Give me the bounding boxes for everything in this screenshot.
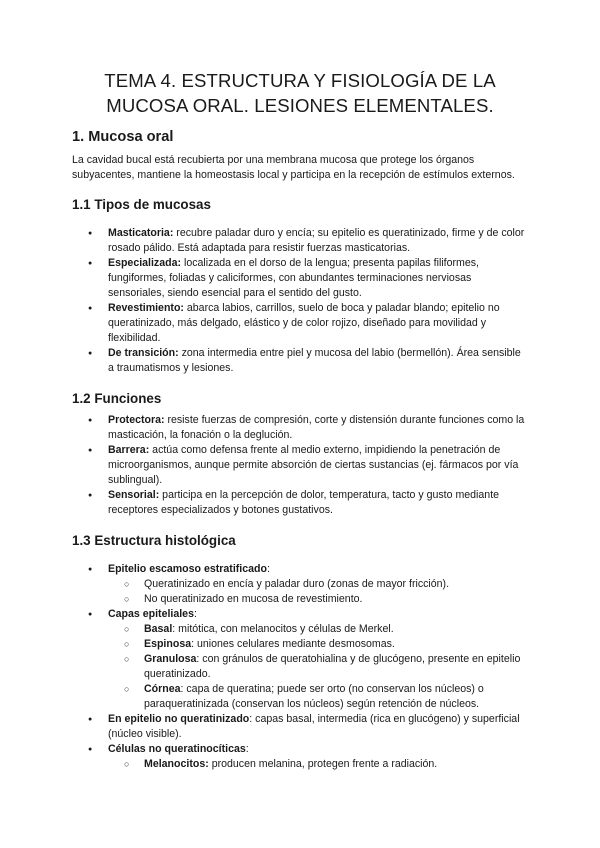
bullet-list-estructura — [72, 562, 528, 772]
bullet-list-tipos — [72, 226, 528, 376]
item-term: De transición: — [108, 347, 179, 359]
item-text: localizada en el dorso de la lengua; presenta papilas filiformes, fungiformes, foliadas y caliciformes, con abundantes terminaciones nerviosas sensoriales, siendo esencial para el sentido del gusto. — [108, 257, 479, 299]
sub-list-item — [108, 622, 528, 637]
sub-list — [108, 757, 528, 772]
list-item — [72, 256, 528, 301]
document-title: TEMA 4. ESTRUCTURA Y FISIOLOGÍA DE LA MUCOSA ORAL. LESIONES ELEMENTALES. — [104, 70, 496, 116]
list-item — [72, 742, 528, 772]
list-item — [72, 443, 528, 488]
list-item — [72, 226, 528, 256]
list-item — [72, 413, 528, 443]
item-text: zona intermedia entre piel y mucosa del labio (bermellón). Área sensible a traumatismos y lesiones. — [108, 347, 521, 374]
sub-list-item — [108, 592, 528, 607]
item-text: No queratinizado en mucosa de revestimiento. — [144, 593, 363, 605]
item-term: Especializada: — [108, 257, 182, 269]
item-text: participa en la percepción de dolor, temperatura, tacto y gusto mediante receptores especializados y botones gustativos. — [108, 489, 500, 516]
item-text: recubre paladar duro y encía; su epitelio es queratinizado, firme y de color rosado pálido. Está adaptada para resistir fuerzas masticatorias. — [108, 227, 525, 254]
item-text: : con gránulos de queratohialina y de glucógeno, presente en epitelio queratinizado. — [144, 653, 521, 680]
item-term: Protectora: — [108, 414, 165, 426]
sub-list-item — [108, 682, 528, 712]
item-text: : — [245, 743, 249, 755]
sub-list-item — [108, 577, 528, 592]
item-text: resiste fuerzas de compresión, corte y distensión durante funciones como la masticación, la fonación o la deglución. — [108, 414, 525, 441]
item-term: Basal — [144, 623, 173, 635]
subsection-heading-tipos: 1.1 Tipos de mucosas — [72, 197, 211, 212]
item-text: : mitótica, con melanocitos y células de Merkel. — [172, 623, 394, 635]
list-item — [72, 301, 528, 346]
item-term: Células no queratinocíticas — [108, 743, 246, 755]
item-text: : capas basal, intermedia (rica en glucógeno) y superficial (núcleo visible). — [108, 713, 520, 740]
item-term: Epitelio escamoso estratificado — [108, 563, 267, 575]
item-term: Capas epiteliales — [108, 608, 194, 620]
sub-list — [108, 622, 528, 712]
subsection-heading-funciones: 1.2 Funciones — [72, 391, 162, 406]
item-text: abarca labios, carrillos, suelo de boca y paladar blando; epitelio no queratinizado, más delgado, elástico y de color rojizo, diseñado para movilidad y flexibilidad. — [108, 302, 500, 344]
bullet-list-funciones — [72, 413, 528, 518]
item-term: Masticatoria: — [108, 227, 174, 239]
item-term: Melanocitos: — [144, 758, 209, 770]
section-paragraph: La cavidad bucal está recubierta por una membrana mucosa que protege los órganos subyacentes, mantiene la homeostasis local y participa en la recepción de estímulos externos. — [72, 154, 515, 181]
item-text: actúa como defensa frente al medio externo, impidiendo la penetración de microorganismos, aunque permite absorción de ciertas sustancias (ej. fármacos por vía sublingual). — [108, 444, 519, 486]
item-term: Sensorial: — [108, 489, 160, 501]
item-term: En epitelio no queratinizado — [108, 713, 250, 725]
document-page — [72, 68, 528, 786]
subsection-heading-estructura: 1.3 Estructura histológica — [72, 533, 236, 548]
item-text: producen melanina, protegen frente a radiación. — [208, 758, 438, 770]
list-item — [72, 562, 528, 607]
sub-list-item — [108, 652, 528, 682]
item-text: : uniones celulares mediante desmosomas. — [191, 638, 395, 650]
sub-list-item — [108, 637, 528, 652]
item-term: Granulosa — [144, 653, 197, 665]
section-heading: 1. Mucosa oral — [72, 129, 174, 145]
list-item — [72, 607, 528, 712]
item-term: Espinosa — [144, 638, 192, 650]
item-term: Barrera: — [108, 444, 150, 456]
item-text: Queratinizado en encía y paladar duro (zonas de mayor fricción). — [144, 578, 450, 590]
item-term: Córnea — [144, 683, 181, 695]
item-text: : capa de queratina; puede ser orto (no conservan los núcleos) o paraqueratinizada (conservan los núcleos) según retención de núcleos. — [144, 683, 484, 710]
item-term: Revestimiento: — [108, 302, 184, 314]
list-item — [72, 712, 528, 742]
item-text: : — [266, 563, 270, 575]
item-text: : — [193, 608, 197, 620]
sub-list-item — [108, 757, 528, 772]
sub-list — [108, 577, 528, 607]
list-item — [72, 488, 528, 518]
list-item — [72, 346, 528, 376]
